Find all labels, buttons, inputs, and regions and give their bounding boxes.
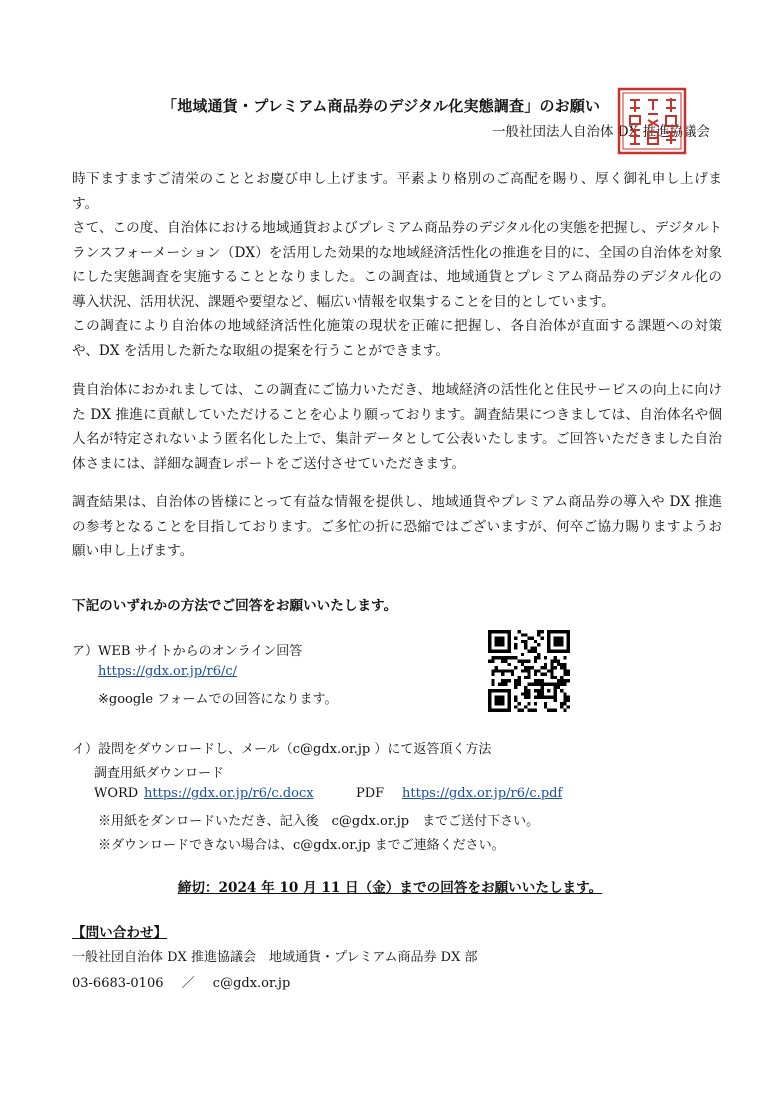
request-section [72, 378, 722, 476]
document-title: 「地域通貨・プレミアム商品券のデジタル化実態調査」のお願い [162, 97, 601, 115]
method-b-label: イ）設問をダウンロードし、メール（c@gdx.or.jp ）にて返答頂く方法 [72, 742, 492, 757]
contact-separator: ／ [181, 976, 195, 991]
contact-phone: 03-6683-0106 [72, 976, 164, 991]
request-paragraph: 貴自治体におかれましては、この調査にご協力いただき、地域経済の活性化と住民サービスの向上に向けた DX 推進に貢献していただけることを心より願っております。調査結果につきましては、自治体名や個人名が特定されないよう匿名化した上で、集計データとして公表いたします。ご回答いただきました自治体さまには、詳細な調査レポートをご送付させていただきます。 [72, 382, 722, 472]
purpose-paragraph: さて、この度、自治体における地域通貨およびプレミアム商品券のデジタル化の実態を把握し、デジタルトランスフォーメーション（DX）を活用した効果的な地域経済活性化の推進を目的に、全国の自治体を対象にした実態調査を実施することとなりました。この調査は、地域通貨とプレミアム商品券のデジタル化の導入状況、活用状況、課題や要望など、幅広い情報を収集することを目的としています。 [72, 220, 722, 310]
closing-section [72, 490, 722, 564]
contact-heading: 【問い合わせ】 [72, 925, 168, 941]
intro-section [72, 167, 722, 363]
qr-code-icon [488, 630, 570, 712]
organization-name: 一般社団法人自治体 DX 推進協議会 [491, 124, 710, 140]
greeting-paragraph: 時下ますますご清栄のこととお慶び申し上げます。平素より格別のご高配を賜り、厚く御礼申し上げます。 [72, 171, 722, 212]
method-a-label: ア）WEB サイトからのオンライン回答 [72, 644, 303, 659]
organization-seal-icon [616, 86, 688, 156]
contact-email[interactable]: c@gdx.or.jp [212, 976, 291, 991]
method-a-note: ※google フォームでの回答になります。 [98, 692, 338, 707]
contact-department: 一般社団自治体 DX 推進協議会 地域通貨・プレミアム商品券 DX 部 [72, 950, 478, 965]
method-b-note-1: ※用紙をダンロードいただき、記入後 c@gdx.or.jp までご送付下さい。 [98, 814, 540, 829]
deadline-notice: 締切：2024 年 10 月 11 日（金）までの回答をお願いいたします。 [177, 880, 603, 896]
word-download-link[interactable]: https://gdx.or.jp/r6/c.docx [144, 786, 314, 801]
contact-line [72, 972, 290, 991]
pdf-label: PDF [356, 786, 385, 801]
method-b-sublabel: 調査用紙ダウンロード [94, 766, 225, 781]
closing-paragraph: 調査結果は、自治体の皆様にとって有益な情報を提供し、地域通貨やプレミアム商品券の導入や DX 推進の参考となることを目指しております。ご多忙の折に恐縮ではございますが、何卒ご協力賜りますようお願い申し上げます。 [72, 494, 722, 559]
method-b-note-2: ※ダウンロードできない場合は、c@gdx.or.jp までご連絡ください。 [98, 838, 505, 853]
word-label: WORD [94, 786, 139, 801]
pdf-download-link[interactable]: https://gdx.or.jp/r6/c.pdf [402, 786, 563, 801]
methods-heading: 下記のいずれかの方法でご回答をお願いいたします。 [72, 598, 398, 614]
method-a-link[interactable]: https://gdx.or.jp/r6/c/ [98, 664, 238, 679]
outcome-paragraph: この調査により自治体の地域経済活性化施策の現状を正確に把握し、各自治体が直面する課題への対策や、DX を活用した新たな取組の提案を行うことができます。 [72, 318, 722, 359]
